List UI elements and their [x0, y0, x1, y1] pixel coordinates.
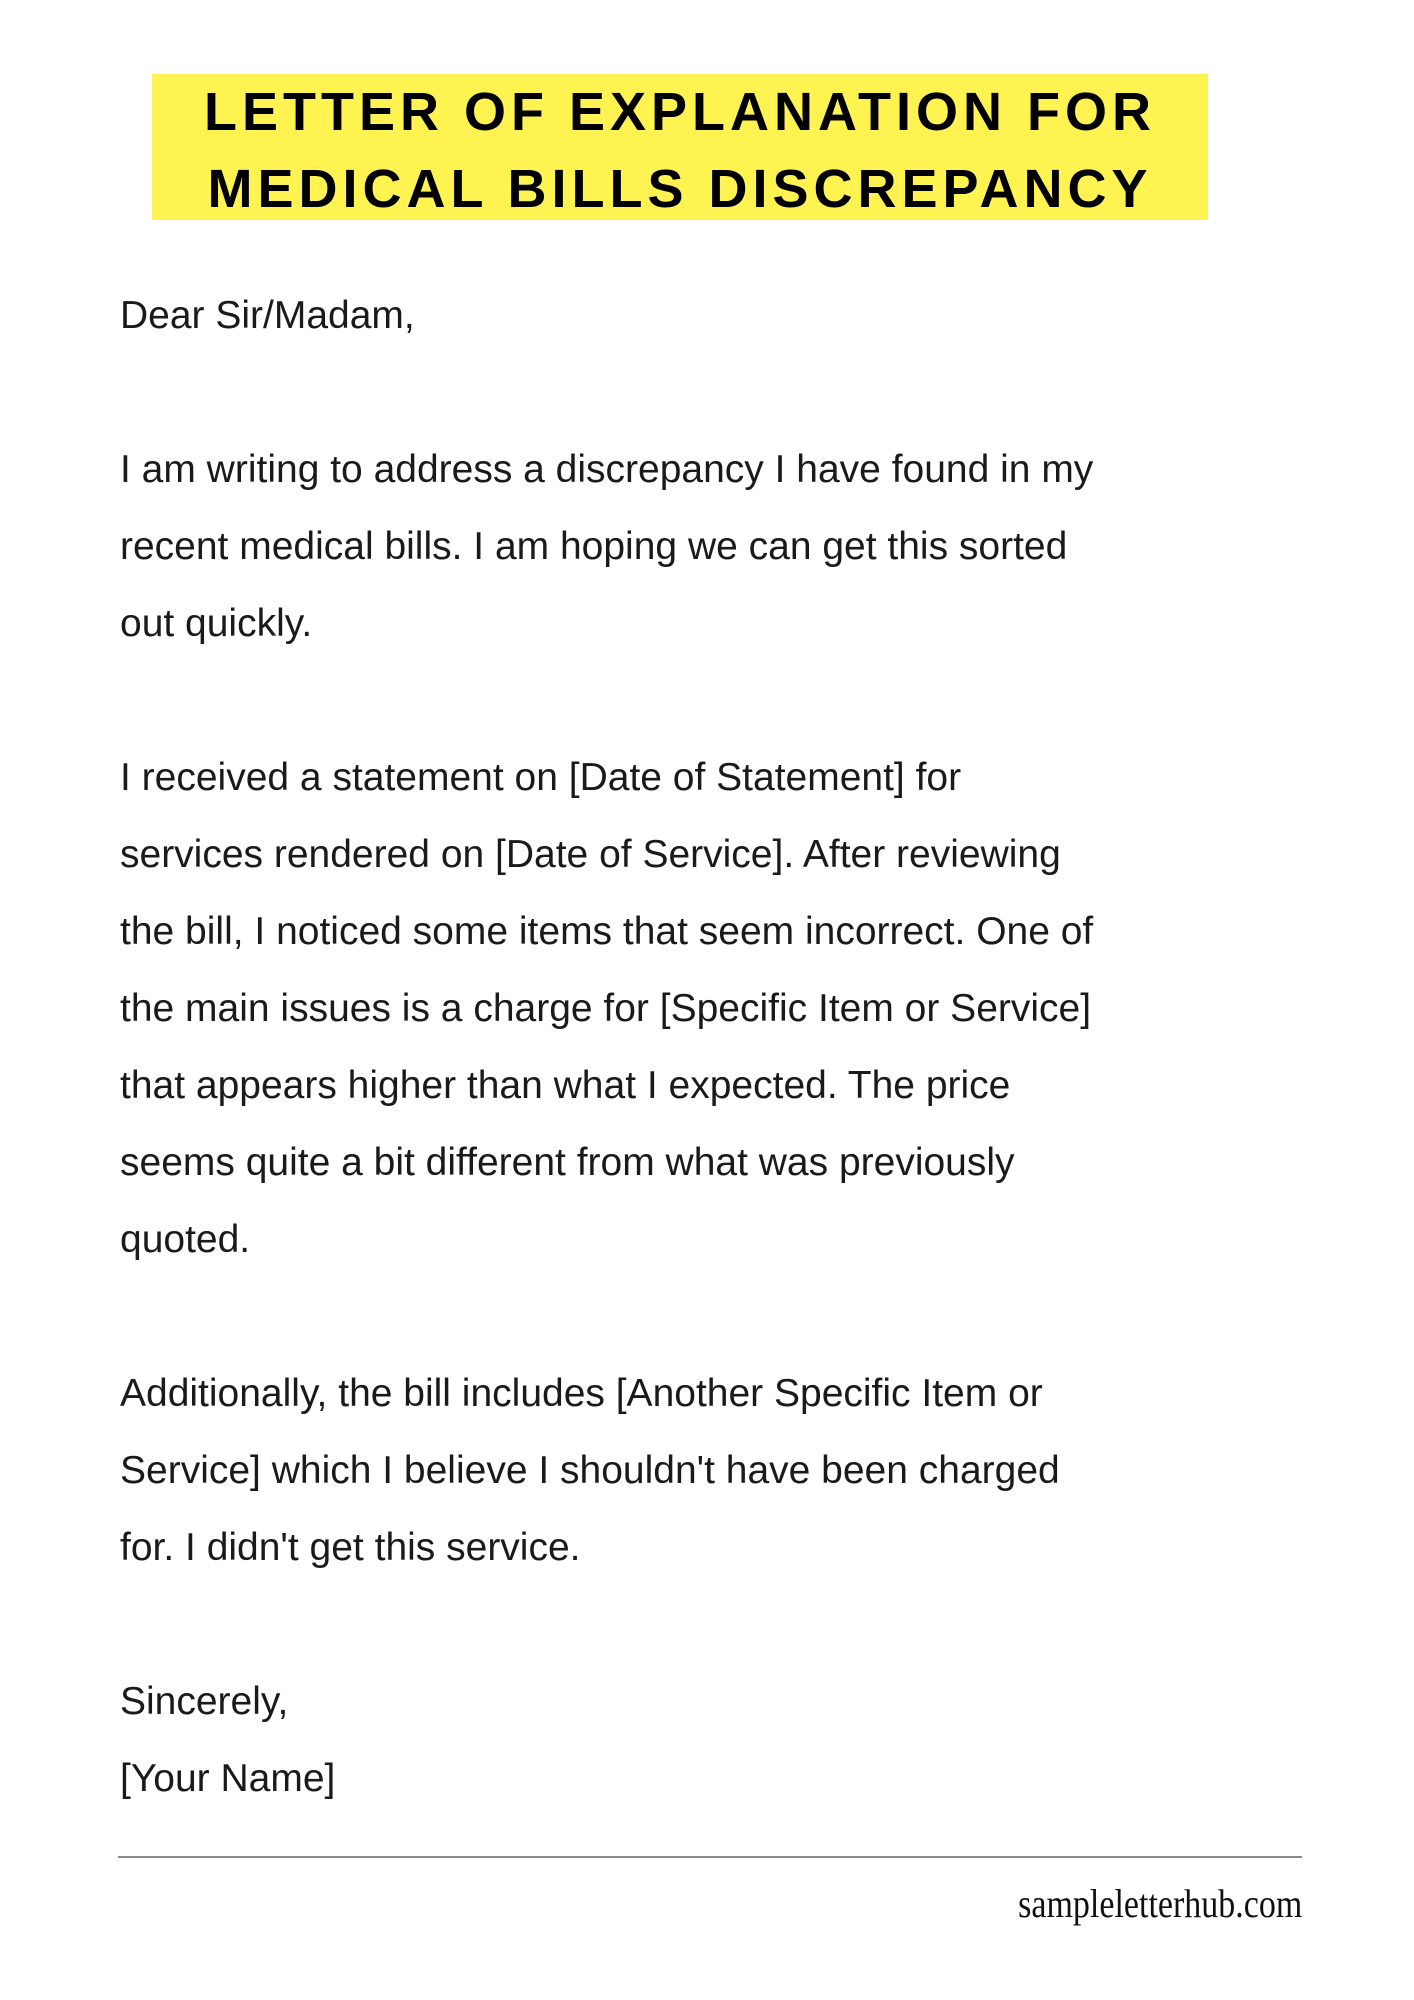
paragraph-line: seems quite a bit different from what was previously — [120, 1141, 1015, 1184]
paragraph-line: the main issues is a charge for [Specific Item or Service] — [120, 987, 1092, 1030]
paragraph-line: the bill, I noticed some items that seem incorrect. One of — [120, 910, 1094, 953]
paragraph-line: that appears higher than what I expected. The price — [120, 1064, 1011, 1107]
footer-site: sampleletterhub.com — [1017, 1881, 1302, 1926]
paragraph-3 — [120, 1355, 1320, 1586]
footer-divider — [118, 1856, 1302, 1858]
paragraph-line: out quickly. — [120, 602, 313, 645]
paragraph-2 — [120, 739, 1320, 1278]
signature: [Your Name] — [120, 1757, 336, 1800]
paragraph-line: I received a statement on [Date of Statement] for — [120, 756, 962, 799]
title-line-1: LETTER OF EXPLANATION FOR — [204, 82, 1156, 142]
paragraph-line: I am writing to address a discrepancy I have found in my — [120, 448, 1094, 491]
paragraph-1 — [120, 431, 1320, 662]
paragraph-line: Additionally, the bill includes [Another Specific Item or — [120, 1372, 1043, 1415]
letter-body — [120, 277, 1320, 1817]
paragraph-line: Service] which I believe I shouldn't have been charged — [120, 1449, 1060, 1492]
title-banner — [152, 74, 1208, 220]
paragraph-line: quoted. — [120, 1218, 251, 1261]
paragraph-line: services rendered on [Date of Service]. After reviewing — [120, 833, 1061, 876]
salutation: Dear Sir/Madam, — [120, 294, 415, 337]
paragraph-line: recent medical bills. I am hoping we can get this sorted — [120, 525, 1068, 568]
title-line-2: MEDICAL BILLS DISCREPANCY — [207, 159, 1153, 219]
closing: Sincerely, — [120, 1680, 289, 1723]
paragraph-line: for. I didn't get this service. — [120, 1526, 581, 1569]
